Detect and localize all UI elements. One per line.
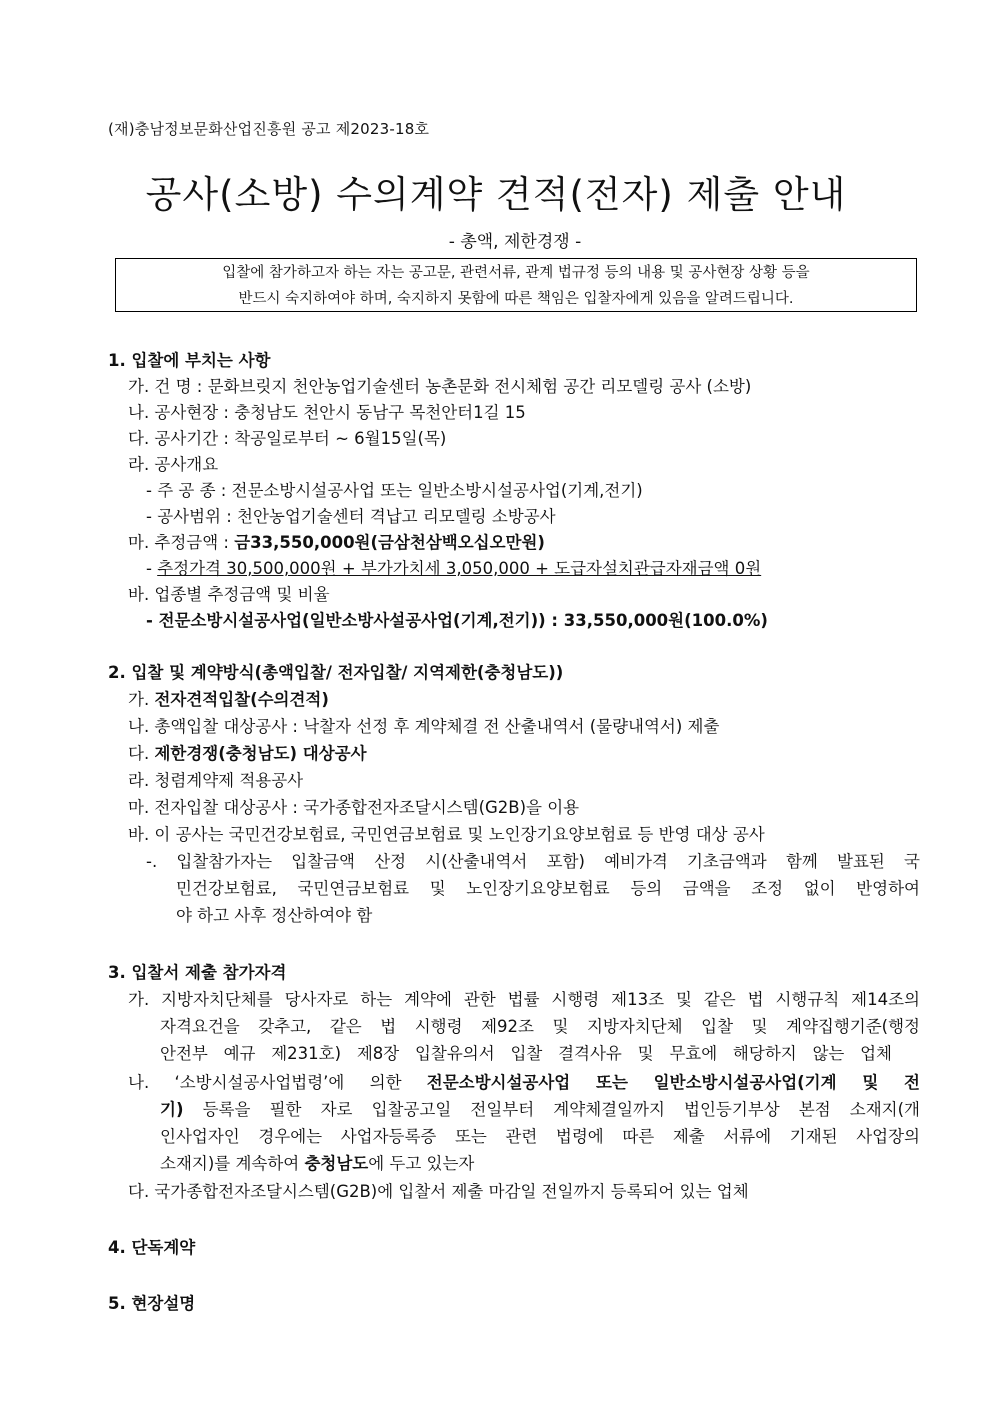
document-subtitle: - 총액, 제한경쟁 - bbox=[448, 232, 582, 252]
section-2-item-ba-1-line-2: 민건강보험료, 국민연금보험료 및 노인장기요양보험료 등의 금액을 조정 없이 반영하여 bbox=[176, 879, 920, 898]
section-2-item-na: 나. 총액입찰 대상공사 : 낙찰자 선정 후 계약체결 전 산출내역서 (물량내역서) 제출 bbox=[128, 717, 720, 736]
text-run-bold: 기) bbox=[160, 1100, 184, 1119]
item-text: 전자견적입찰(수의견적) bbox=[154, 690, 329, 709]
text-run: 에 두고 있는자 bbox=[368, 1154, 475, 1173]
estimated-price-breakdown: 추정가격 30,500,000원 + 부가가치세 3,050,000 + 도급자설치관급자재금액 0원 bbox=[157, 559, 762, 578]
section-3-item-da: 다. 국가종합전자조달시스템(G2B)에 입찰서 제출 마감일 전일까지 등록되어 있는 업체 bbox=[128, 1182, 749, 1201]
notice-number: (재)충남정보문화산업진흥원 공고 제2023-18호 bbox=[108, 120, 430, 138]
section-3-item-na-line-3: 인사업자인 경우에는 사업자등록증 또는 관련 법령에 따른 제출 서류에 기재된 사업장의 bbox=[160, 1127, 920, 1146]
section-3-item-na-line-2 bbox=[160, 1099, 920, 1121]
section-5-heading: 5. 현장설명 bbox=[108, 1294, 196, 1313]
section-1-item-na: 나. 공사현장 : 충청남도 천안시 동남구 목천안터1길 15 bbox=[128, 403, 526, 422]
section-3-item-na-line-4 bbox=[160, 1153, 474, 1175]
section-3-heading: 3. 입찰서 제출 참가자격 bbox=[108, 963, 287, 982]
text-run-bold: 충청남도 bbox=[304, 1154, 369, 1173]
item-text: 제한경쟁(충청남도) 대상공사 bbox=[154, 744, 367, 763]
section-2-item-ba: 바. 이 공사는 국민건강보험료, 국민연금보험료 및 노인장기요양보험료 등 반영 대상 공사 bbox=[128, 825, 765, 844]
section-2-item-ra: 라. 청렴계약제 적용공사 bbox=[128, 771, 304, 790]
section-1-item-ra: 라. 공사개요 bbox=[128, 455, 219, 474]
section-3-item-na-line-1 bbox=[128, 1072, 920, 1094]
section-4-heading: 4. 단독계약 bbox=[108, 1238, 196, 1257]
section-1-item-ma-1 bbox=[146, 558, 761, 580]
section-1-item-ma bbox=[128, 532, 545, 554]
text-run: 등록을 필한 자로 입찰공고일 전일부터 계약체결일까지 법인등기부상 본점 소재지(개 bbox=[183, 1100, 920, 1119]
dash: - bbox=[146, 559, 158, 578]
estimated-amount-value: 금33,550,000원(금삼천삼백오십오만원) bbox=[234, 533, 545, 552]
text-run-bold: 전문소방시설공사업 또는 일반소방시설공사업(기계 및 전 bbox=[426, 1073, 920, 1092]
section-1-item-ba-1: - 전문소방시설공사업(일반소방사설공사업(기계,전기)) : 33,550,000원(100.0%) bbox=[146, 611, 768, 630]
section-2-item-ga bbox=[128, 689, 329, 711]
document-title: 공사(소방) 수의계약 견적(전자) 제출 안내 bbox=[145, 173, 847, 216]
section-1-heading: 1. 입찰에 부치는 사항 bbox=[108, 351, 271, 370]
item-prefix: 다. bbox=[128, 744, 155, 763]
section-2-heading: 2. 입찰 및 계약방식(총액입찰/ 전자입찰/ 지역제한(충청남도)) bbox=[108, 663, 564, 682]
text-run: 나. ‘소방시설공사업법령’에 의한 bbox=[128, 1073, 427, 1092]
item-prefix: 가. bbox=[128, 690, 155, 709]
notice-box-line-1: 입찰에 참가하고자 하는 자는 공고문, 관련서류, 관계 법규정 등의 내용 및 공사현장 상황 등을 bbox=[222, 265, 810, 281]
notice-box-line-2: 반드시 숙지하여야 하며, 숙지하지 못함에 따른 책임은 입찰자에게 있음을 알려드립니다. bbox=[238, 291, 794, 307]
section-3-item-ga-line-2: 자격요건을 갖추고, 같은 법 시행령 제92조 및 지방자치단체 입찰 및 계약집행기준(행정 bbox=[160, 1017, 920, 1036]
text-run: 소재지)를 계속하여 bbox=[160, 1154, 305, 1173]
section-2-item-ba-1-line-3: 야 하고 사후 정산하여야 함 bbox=[176, 906, 373, 925]
section-3-item-ga-line-3: 안전부 예규 제231호) 제8장 입찰유의서 입찰 결격사유 및 무효에 해당하지 않는 업체 bbox=[160, 1044, 892, 1063]
section-2-item-da bbox=[128, 743, 367, 765]
section-1-item-ga: 가. 건 명 : 문화브릿지 천안농업기술센터 농촌문화 전시체험 공간 리모델링 공사 (소방) bbox=[128, 377, 752, 396]
section-1-item-ra-1: - 주 공 종 : 전문소방시설공사업 또는 일반소방시설공사업(기계,전기) bbox=[146, 481, 643, 500]
section-3-item-ga-line-1: 가. 지방자치단체를 당사자로 하는 계약에 관한 법률 시행령 제13조 및 같은 법 시행규칙 제14조의 bbox=[128, 990, 920, 1009]
section-1-item-ba: 바. 업종별 추정금액 및 비율 bbox=[128, 585, 330, 604]
section-1-item-da: 다. 공사기간 : 착공일로부터 ~ 6월15일(목) bbox=[128, 429, 447, 448]
section-2-item-ba-1-line-1: -. 입찰참가자는 입찰금액 산정 시(산출내역서 포함) 예비가격 기초금액과 함께 발표된 국 bbox=[146, 852, 920, 871]
notice-box bbox=[115, 258, 917, 312]
section-2-item-ma: 마. 전자입찰 대상공사 : 국가종합전자조달시스템(G2B)을 이용 bbox=[128, 798, 580, 817]
estimated-amount-label: 마. 추정금액 : bbox=[128, 533, 235, 552]
section-1-item-ra-2: - 공사범위 : 천안농업기술센터 격납고 리모델링 소방공사 bbox=[146, 507, 556, 526]
